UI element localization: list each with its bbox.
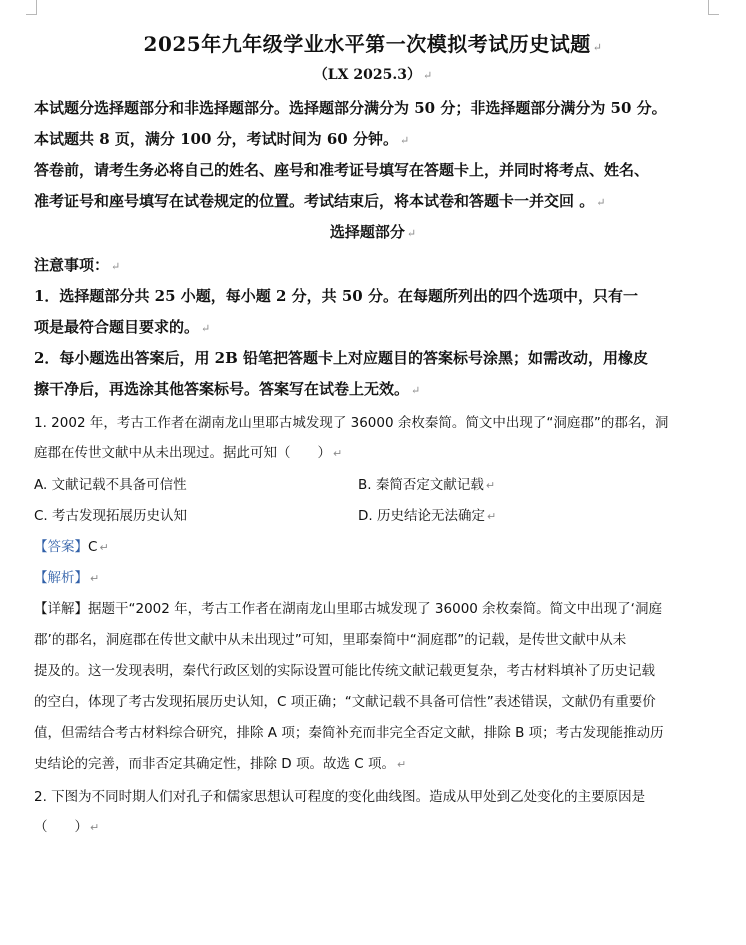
question-1-detail: 史结论的完善，而非否定其确定性，排除 D 项。故选 C 项。 ↵ <box>34 756 407 772</box>
question-1-answer: 【答案】C ↵ <box>34 539 109 555</box>
note-line: 项是最符合题目要求的。 ↵ <box>34 318 211 336</box>
notes-heading: 注意事项： ↵ <box>34 256 121 274</box>
intro-line: 准考证号和座号填写在试卷规定的位置。考试结束后，将本试卷和答题卡一并交回 。 ↵ <box>34 192 606 210</box>
question-1-detail: 值，但需结合考古材料综合研究，排除 A 项；秦简补充而非完全否定文献，排除 B 项；考古发现能推动历 <box>34 725 664 741</box>
question-1-stem: 1. 2002 年，考古工作者在湖南龙山里耶古城发现了 36000 余枚秦简。简文中出现了“洞庭郡”的郡名，洞 <box>34 415 669 431</box>
note-line: 2．每小题选出答案后，用 2B 铅笔把答题卡上对应题目的答案标号涂黑；如需改动，用橡皮 <box>34 349 649 367</box>
note-line: 1．选择题部分共 25 小题，每小题 2 分，共 50 分。在每题所列出的四个选项中，只有一 <box>34 287 638 305</box>
note-line: 擦干净后，再选涂其他答案标号。答案写在试卷上无效。 ↵ <box>34 380 421 398</box>
intro-line: 答卷前，请考生务必将自己的姓名、座号和准考证号填写在答题卡上，并同时将考点、姓名、 <box>34 161 650 179</box>
question-1-option-b: B. 秦简否定文献记载 ↵ <box>358 477 496 493</box>
page-corner-mark-right <box>708 0 719 15</box>
question-2-stem: 2. 下图为不同时期人们对孔子和儒家思想认可程度的变化曲线图。造成从甲处到乙处变化的主要原因是 <box>34 789 646 805</box>
question-1-stem: 庭郡在传世文献中从未出现过。据此可知（ ） ↵ <box>34 445 343 461</box>
question-1-detail: 的空白，体现了考古发现拓展历史认知，C 项正确；“文献记载不具备可信性”表述错误，文献仍有重要价 <box>34 694 656 710</box>
question-1-analysis-tag: 【解析】 ↵ <box>34 570 100 586</box>
question-1-detail: 提及的。这一发现表明，秦代行政区划的实际设置可能比传统文献记载更复杂，考古材料填补了历史记载 <box>34 663 655 679</box>
exam-title: 2025年九年级学业水平第一次模拟考试历史试题 ↵ <box>143 32 603 56</box>
intro-line: 本试题共 8 页，满分 100 分，考试时间为 60 分钟。 ↵ <box>34 130 410 148</box>
page-corner-mark-left <box>26 0 37 15</box>
intro-line: 本试题分选择题部分和非选择题部分。选择题部分满分为 50 分；非选择题部分满分为 50 分。 <box>34 99 667 117</box>
answer-tag: 【答案】 <box>34 539 88 555</box>
exam-code: （LX 2025.3） ↵ <box>313 67 433 83</box>
question-2-stem: （ ） ↵ <box>34 819 100 835</box>
question-1-option-d: D. 历史结论无法确定 ↵ <box>358 508 497 524</box>
question-1-option-a: A. 文献记载不具备可信性 <box>34 477 187 493</box>
question-1-option-c: C. 考古发现拓展历史认知 <box>34 508 188 524</box>
question-1-detail: 【详解】据题干“2002 年，考古工作者在湖南龙山里耶古城发现了 36000 余枚秦简。简文中出现了‘洞庭 <box>34 601 662 617</box>
question-1-detail: 郡’的郡名，洞庭郡在传世文献中从未出现过”可知，里耶秦简中“洞庭郡”的记载，是传世文献中从未 <box>34 632 627 648</box>
section-title: 选择题部分 ↵ <box>329 223 417 241</box>
